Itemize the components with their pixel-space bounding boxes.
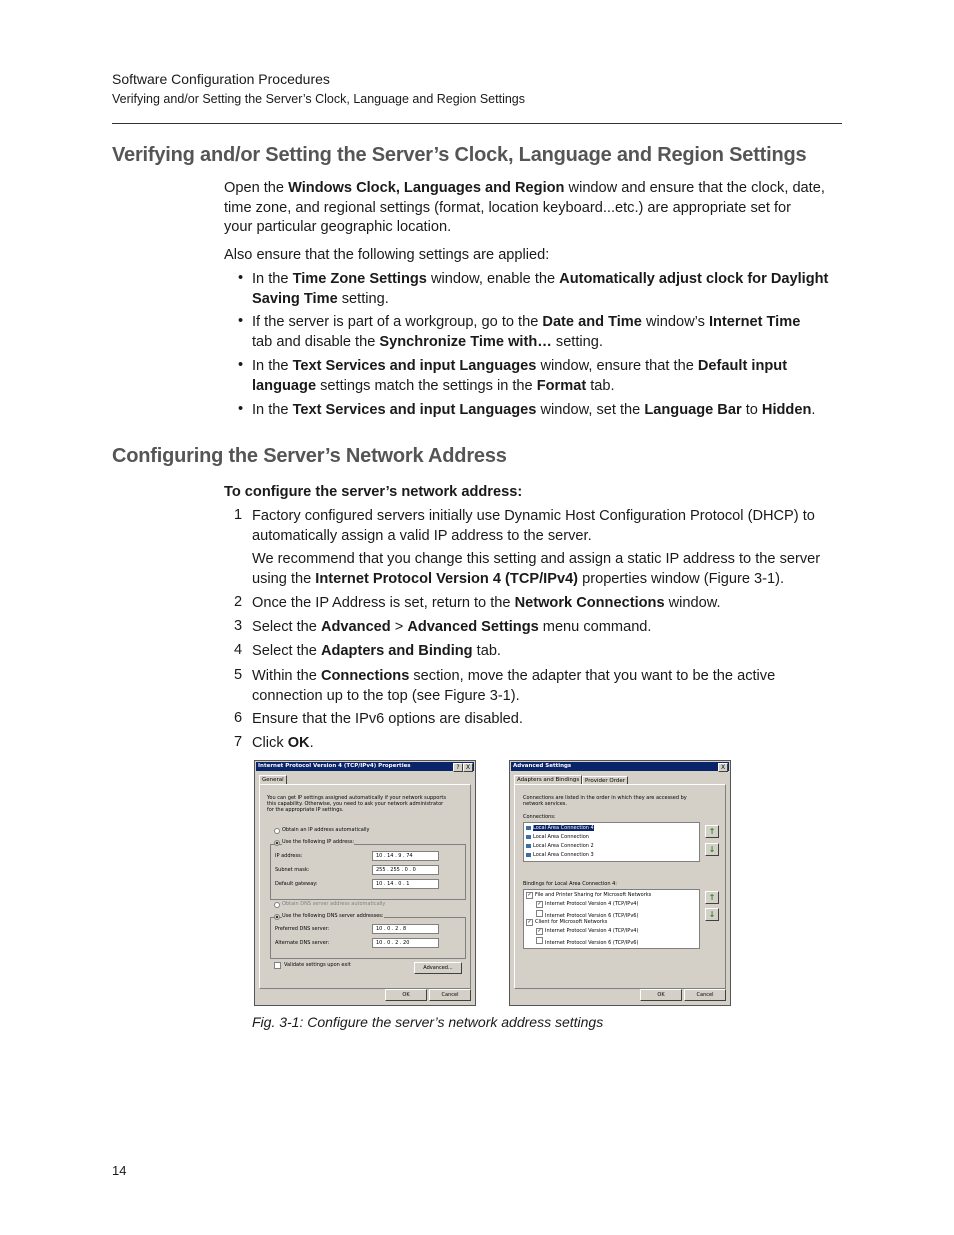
text-bold: Text Services and input Languages — [292, 402, 537, 418]
adapters-panel — [514, 784, 726, 989]
binding-label: File and Printer Sharing for Microsoft Networks — [535, 892, 652, 898]
text: If the server is part of a workgroup, go to the — [252, 314, 543, 330]
cancel-button[interactable]: Cancel — [684, 989, 726, 1001]
text-bold: Hidden — [761, 402, 812, 418]
binding-down-arrow-icon[interactable]: ↓ — [705, 908, 719, 921]
step-number: 3 — [234, 618, 243, 634]
text-bold: Advanced — [320, 619, 391, 635]
bullet-marker: • — [238, 313, 244, 329]
intro-line: this capability. Otherwise, you need to ask your network administrator — [267, 801, 444, 807]
binding-checkbox[interactable] — [536, 937, 543, 944]
header-rule — [112, 123, 842, 124]
text: > — [390, 619, 408, 635]
text-bold: Advanced Settings — [407, 619, 539, 635]
connection-label: Local Area Connection 3 — [533, 852, 594, 858]
validate-checkbox[interactable] — [274, 962, 281, 969]
text: window, enable the — [426, 271, 560, 287]
text: properties window (Figure 3-1). — [578, 570, 785, 587]
text-bold: Connections — [320, 668, 410, 684]
connection-label: Local Area Connection 2 — [533, 843, 594, 849]
step-5 — [252, 667, 852, 706]
step-number: 4 — [234, 642, 243, 658]
text: setting. — [551, 333, 603, 350]
text: your particular geographic location. — [224, 219, 452, 236]
intro-line: Connections are listed in the order in which they are accessed by — [523, 795, 687, 801]
network-icon — [526, 853, 531, 857]
text-bold: Format — [536, 377, 587, 394]
gateway-label: Default gateway: — [275, 881, 318, 887]
dialog-title-bar — [511, 762, 729, 771]
intro-paragraph — [224, 179, 844, 238]
connection-label: Local Area Connection — [533, 834, 589, 840]
procedure-heading: To configure the server’s network address: — [224, 484, 523, 500]
step-number: 7 — [234, 734, 243, 750]
text-bold: Time Zone Settings — [292, 271, 427, 287]
binding-item[interactable] — [536, 901, 638, 908]
text: settings match the settings in the — [316, 377, 537, 394]
radio-obtain-ip[interactable] — [274, 828, 280, 834]
text: Once the IP Address is set, return to the — [252, 595, 515, 611]
text-bold: Default input — [697, 358, 788, 374]
connection-label: Local Area Connection 4 — [533, 825, 594, 831]
radio-use-ip[interactable] — [274, 840, 280, 846]
text-bold: OK — [287, 735, 310, 751]
preferred-dns-label: Preferred DNS server: — [275, 926, 330, 932]
radio-label: Obtain an IP address automatically — [282, 827, 370, 833]
binding-label: Internet Protocol Version 6 (TCP/IPv6) — [545, 940, 639, 946]
connections-list[interactable] — [523, 822, 700, 862]
text: window. — [664, 595, 721, 611]
text-bold: Adapters and Binding — [320, 643, 473, 659]
connection-item[interactable] — [526, 843, 594, 849]
intro-line: You can get IP settings assigned automatically if your network supports — [267, 795, 446, 801]
bullet-marker: • — [238, 401, 244, 417]
ok-button[interactable]: OK — [640, 989, 682, 1001]
text: . — [309, 735, 314, 751]
text: window’s — [641, 314, 709, 330]
bullet-item-input-language — [252, 357, 852, 396]
dialog-title: Advanced Settings — [513, 763, 572, 769]
ok-button[interactable]: OK — [385, 989, 427, 1001]
text-bold: Synchronize Time with… — [379, 333, 552, 350]
section-title-clock: Verifying and/or Setting the Server’s Clock, Language and Region Settings — [112, 144, 807, 166]
step-number: 1 — [234, 507, 243, 523]
bullet-item-timezone — [252, 270, 852, 309]
text-bold: Language Bar — [644, 402, 742, 418]
step-number: 5 — [234, 667, 243, 683]
network-icon — [526, 844, 531, 848]
text: tab. — [586, 377, 615, 394]
text-bold: Internet Protocol Version 4 (TCP/IPv4) — [315, 570, 579, 587]
step-3 — [252, 618, 651, 638]
text-bold: Automatically adjust clock for Daylight — [559, 271, 829, 287]
text: In the — [252, 402, 293, 418]
tab-adapters-bindings[interactable]: Adapters and Bindings — [514, 775, 582, 784]
text: menu command. — [538, 619, 652, 635]
step-number: 2 — [234, 594, 243, 610]
ip-label: IP address: — [275, 853, 303, 859]
network-icon — [526, 835, 531, 839]
bullet-marker: • — [238, 270, 244, 286]
running-header-chapter: Software Configuration Procedures — [112, 71, 330, 87]
running-header-section: Verifying and/or Setting the Server’s Clock, Language and Region Settings — [112, 92, 525, 106]
settings-intro: Also ensure that the following settings are applied: — [224, 247, 550, 263]
text: to — [741, 402, 762, 418]
text-bold: Saving Time — [252, 290, 338, 307]
binding-item[interactable] — [526, 892, 651, 899]
cancel-button[interactable]: Cancel — [429, 989, 471, 1001]
text-bold: Internet Time — [708, 314, 801, 330]
radio-label: Use the following DNS server addresses: — [282, 913, 384, 919]
step-6: Ensure that the IPv6 options are disabled. — [252, 711, 523, 727]
binding-up-arrow-icon[interactable]: ↑ — [705, 891, 719, 904]
binding-label: Internet Protocol Version 4 (TCP/IPv4) — [545, 901, 639, 907]
general-panel — [259, 784, 471, 989]
radio-label: Use the following IP address: — [282, 839, 355, 845]
move-up-arrow-icon[interactable]: ↑ — [705, 825, 719, 838]
text: window, set the — [536, 402, 645, 418]
binding-checkbox[interactable]: ✓ — [537, 901, 542, 907]
text: We recommend that you change this setting and assign a static IP address to the server — [252, 551, 821, 567]
intro-line: network services. — [523, 801, 567, 807]
bullet-marker: • — [238, 357, 244, 373]
step-2 — [252, 594, 721, 614]
text: tab. — [472, 643, 501, 659]
connection-item[interactable] — [526, 852, 594, 858]
bindings-list[interactable] — [523, 889, 700, 949]
text: time zone, and regional settings (format, location keyboard...etc.) are appropriate set for — [224, 199, 792, 216]
bullet-item-language-bar — [252, 401, 852, 421]
text-bold: Text Services and input Languages — [292, 358, 537, 374]
checkbox-label: Validate settings upon exit — [284, 962, 351, 968]
tab-provider-order[interactable]: Provider Order — [582, 776, 628, 785]
text: window, ensure that the — [536, 358, 698, 374]
gateway-field[interactable]: 10 . 14 . 0 . 1 — [372, 879, 439, 889]
text: automatically assign a valid IP address to the server. — [252, 527, 592, 544]
text-bold: language — [252, 377, 317, 394]
step-4 — [252, 642, 501, 662]
binding-checkbox[interactable]: ✓ — [527, 919, 532, 925]
text: tab and disable the — [252, 333, 380, 350]
radio-label: Obtain DNS server address automatically — [282, 901, 386, 907]
text: In the — [252, 358, 293, 374]
binding-item[interactable] — [526, 919, 607, 926]
section-title-network: Configuring the Server’s Network Address — [112, 445, 507, 467]
alternate-dns-label: Alternate DNS server: — [275, 940, 330, 946]
close-button[interactable]: X — [463, 763, 473, 772]
connections-label: Connections: — [523, 814, 556, 820]
bindings-label: Bindings for Local Area Connection 4: — [523, 881, 617, 887]
dialog-title: Internet Protocol Version 4 (TCP/IPv4) Properties — [258, 763, 411, 769]
text: Click — [252, 735, 288, 751]
step-1-note — [252, 550, 852, 589]
subnet-mask-field[interactable]: 255 . 255 . 0 . 0 — [372, 865, 439, 875]
move-down-arrow-icon[interactable]: ↓ — [705, 843, 719, 856]
text: Select the — [252, 643, 321, 659]
alternate-dns-field[interactable]: 10 . 0 . 2 . 20 — [372, 938, 439, 948]
binding-label: Internet Protocol Version 6 (TCP/IPv6) — [545, 913, 639, 919]
step-number: 6 — [234, 710, 243, 726]
advanced-settings-dialog — [509, 760, 731, 1006]
text: section, move the adapter that you want to be the active — [409, 668, 776, 684]
radio-use-dns[interactable] — [274, 914, 280, 920]
radio-obtain-dns[interactable] — [274, 902, 280, 908]
step-7 — [252, 734, 314, 754]
text-bold: Windows Clock, Languages and Region — [288, 180, 565, 196]
binding-label: Internet Protocol Version 4 (TCP/IPv4) — [545, 928, 639, 934]
page-number: 14 — [112, 1163, 127, 1178]
advanced-button[interactable]: Advanced... — [414, 962, 462, 974]
binding-label: Client for Microsoft Networks — [535, 919, 608, 925]
text: window and ensure that the clock, date, — [564, 180, 825, 196]
help-button[interactable]: ? — [453, 763, 463, 772]
text: using the — [252, 570, 316, 587]
connection-item[interactable] — [526, 834, 589, 840]
connection-item[interactable] — [526, 825, 594, 831]
network-icon — [526, 826, 531, 830]
text-bold: Network Connections — [514, 595, 665, 611]
binding-checkbox[interactable]: ✓ — [527, 892, 532, 898]
text: . — [811, 402, 816, 418]
ip-address-field[interactable]: 10 . 14 . 9 . 74 — [372, 851, 439, 861]
close-button[interactable]: X — [718, 763, 728, 772]
binding-checkbox[interactable] — [536, 910, 543, 917]
preferred-dns-field[interactable]: 10 . 0 . 2 . 8 — [372, 924, 439, 934]
mask-label: Subnet mask: — [275, 867, 310, 873]
text: Factory configured servers initially use Dynamic Host Configuration Protocol (DHCP) to — [252, 508, 815, 524]
binding-item[interactable] — [536, 910, 638, 919]
binding-item[interactable] — [536, 928, 638, 935]
text: connection up to the top (see Figure 3-1). — [252, 687, 520, 704]
ipv4-properties-dialog — [254, 760, 476, 1006]
intro-line: for the appropriate IP settings. — [267, 807, 344, 813]
text: Within the — [252, 668, 321, 684]
bullet-item-internet-time — [252, 313, 852, 352]
text: setting. — [337, 290, 389, 307]
text: Select the — [252, 619, 321, 635]
text: In the — [252, 271, 293, 287]
text: Open the — [224, 180, 289, 196]
binding-item[interactable] — [536, 937, 638, 946]
tab-general[interactable]: General — [259, 775, 287, 784]
figure-caption: Fig. 3-1: Configure the server’s network address settings — [252, 1014, 604, 1030]
dialog-title-bar — [256, 762, 474, 771]
text-bold: Date and Time — [542, 314, 642, 330]
step-1 — [252, 507, 852, 546]
binding-checkbox[interactable]: ✓ — [537, 928, 542, 934]
